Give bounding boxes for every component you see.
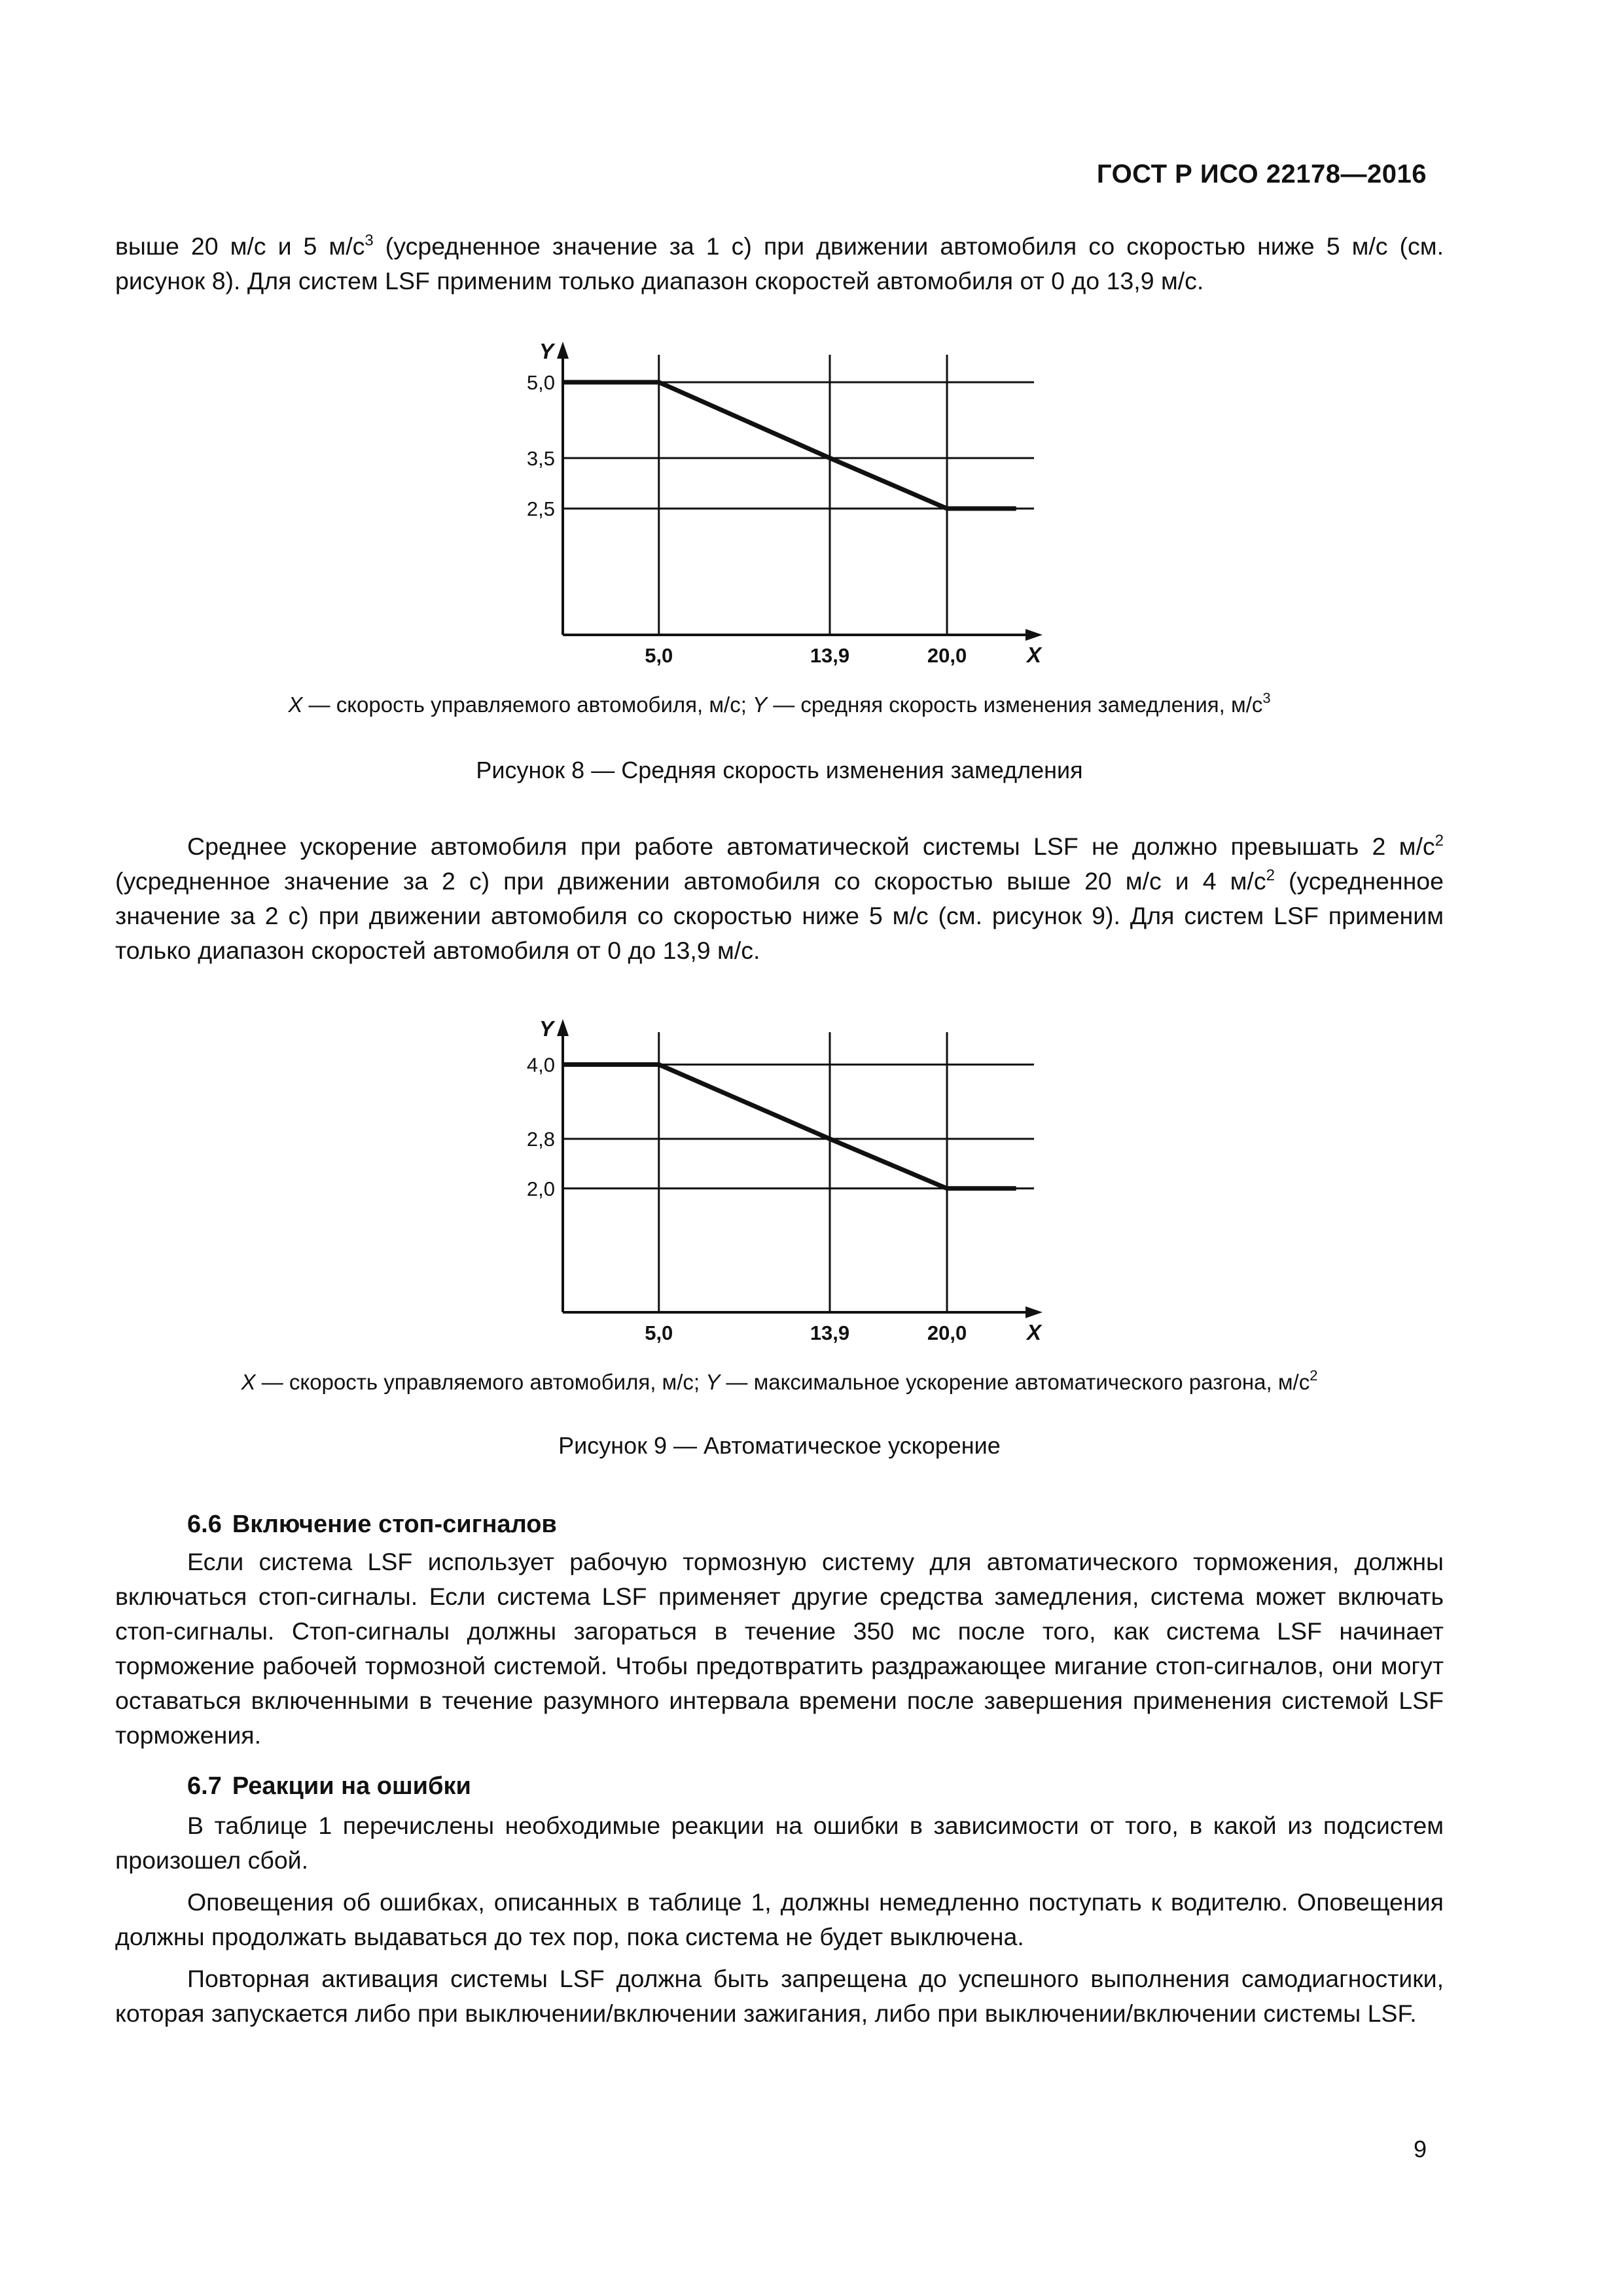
figure-8-legend-mid: — скорость управляемого автомобиля, м/с; [302,692,753,717]
figure-9-legend-sup: 2 [1310,1367,1318,1384]
y-tick-label: 2,0 [526,1177,555,1200]
intro-superscript: 3 [365,232,374,249]
acceleration-sup-1: 2 [1435,832,1444,850]
figure-9-caption: Рисунок 9 — Автоматическое ускорение [558,1432,1001,1459]
figure-9-legend-mid: — скорость управляемого автомобиля, м/с; [255,1370,706,1394]
section-6-6-number: 6.6 [187,1511,222,1538]
x-axis-label: X [1026,1320,1042,1344]
figure-8-chart [497,321,1073,674]
y-tick-label: 5,0 [526,371,555,395]
figure-8-legend-x-var: X [288,692,303,717]
y-tick-label: 2,5 [526,497,555,521]
x-axis-arrow-icon [1026,1306,1043,1318]
figure-9-legend-end: — максимальное ускорение автоматического разгона, м/с [720,1370,1310,1394]
page-number: 9 [1413,2136,1427,2162]
figure-9-chart [497,998,1073,1352]
x-tick-label: 13,9 [810,1321,850,1344]
acceleration-paragraph [115,829,1444,968]
acceleration-text-3: (усредненное значение за 2 с) при движении автомобиля со скоростью ниже 5 м/с (см. рисунок 9). Для систем LSF применим только диапазон скоростей автомобиля от 0 до 13,9 м/с. [115,867,1444,964]
figure-8-legend-sup: 3 [1262,690,1271,706]
y-axis-arrow-icon [557,342,569,359]
x-tick-label: 20,0 [927,644,967,667]
acceleration-sup-2: 2 [1266,867,1275,884]
intro-paragraph [115,229,1444,298]
acceleration-text-1: Среднее ускорение автомобиля при работе автоматической системы LSF не должно превышать 2 м/с [187,833,1435,860]
series-line [563,1065,1016,1189]
y-axis-label: Y [539,1016,554,1041]
section-6-7-title: Реакции на ошибки [232,1772,471,1800]
figure-8-legend [115,692,1444,718]
figure-8-legend-end: — средняя скорость изменения замедления, м/с [767,692,1263,717]
section-6-6-text: Если система LSF использует рабочую тормозную систему для автоматического торможения, должны включаться стоп-сигналы. Если система LSF применяет другие средства замедления, система может включать стоп-сигналы. Стоп-сигналы должны загораться в течение 350 мс после того, как система LSF начинает торможение рабочей тормозной системой. Чтобы предотвратить раздражающее мигание стоп-сигналов, они могут оставаться включенными в течение разумного интервала времени после завершения применения системой LSF торможения. [115,1548,1444,1749]
intro-text-part2: (усредненное значение за 1 с) при движении автомобиля со скоростью ниже 5 м/с (см. рисунок 8). Для систем LSF применим только диапазон скоростей автомобиля от 0 до 13,9 м/с. [115,232,1444,295]
y-axis-arrow-icon [557,1019,569,1036]
y-tick-label: 2,8 [526,1128,555,1151]
section-6-7-heading [187,1770,471,1802]
section-6-6-heading [187,1509,557,1540]
figure-8-caption: Рисунок 8 — Средняя скорость изменения замедления [476,757,1083,783]
y-axis-label: Y [539,339,554,363]
section-6-7-number: 6.7 [187,1772,222,1800]
figure-9-legend [115,1369,1444,1395]
document-header-code: ГОСТ Р ИСО 22178—2016 [1096,160,1427,188]
section-6-7-paragraph-2: Оповещения об ошибках, описанных в таблице 1, должны немедленно поступать к водителю. Оповещения должны продолжать выдаваться до тех пор, пока система не будет выключена. [115,1888,1444,1950]
figure-9-legend-y-var: Y [705,1370,721,1394]
x-tick-label: 13,9 [810,644,850,667]
figure-9-legend-x-var: X [241,1370,256,1394]
intro-text-part1: выше 20 м/с и 5 м/с [115,232,365,260]
y-tick-label: 4,0 [526,1053,555,1077]
section-6-7-paragraph-3: Повторная активация системы LSF должна быть запрещена до успешного выполнения самодиагностики, которая запускается либо при выключении/включении зажигания, либо при выключении/включении системы LSF. [115,1965,1444,2027]
section-6-7-paragraph-1: В таблице 1 перечислены необходимые реакции на ошибки в зависимости от того, в какой из подсистем произошел сбой. [115,1812,1444,1874]
acceleration-text-2: (усредненное значение за 2 с) при движении автомобиля со скоростью выше 20 м/с и 4 м/с [115,867,1266,895]
x-tick-label: 5,0 [645,1321,673,1344]
x-axis-arrow-icon [1026,629,1043,641]
x-tick-label: 20,0 [927,1321,967,1344]
x-axis-label: X [1026,643,1042,667]
series-line [563,382,1016,509]
section-6-6-title: Включение стоп-сигналов [232,1511,557,1538]
x-tick-label: 5,0 [645,644,673,667]
y-tick-label: 3,5 [526,446,555,470]
figure-8-legend-y-var: Y [753,692,768,717]
